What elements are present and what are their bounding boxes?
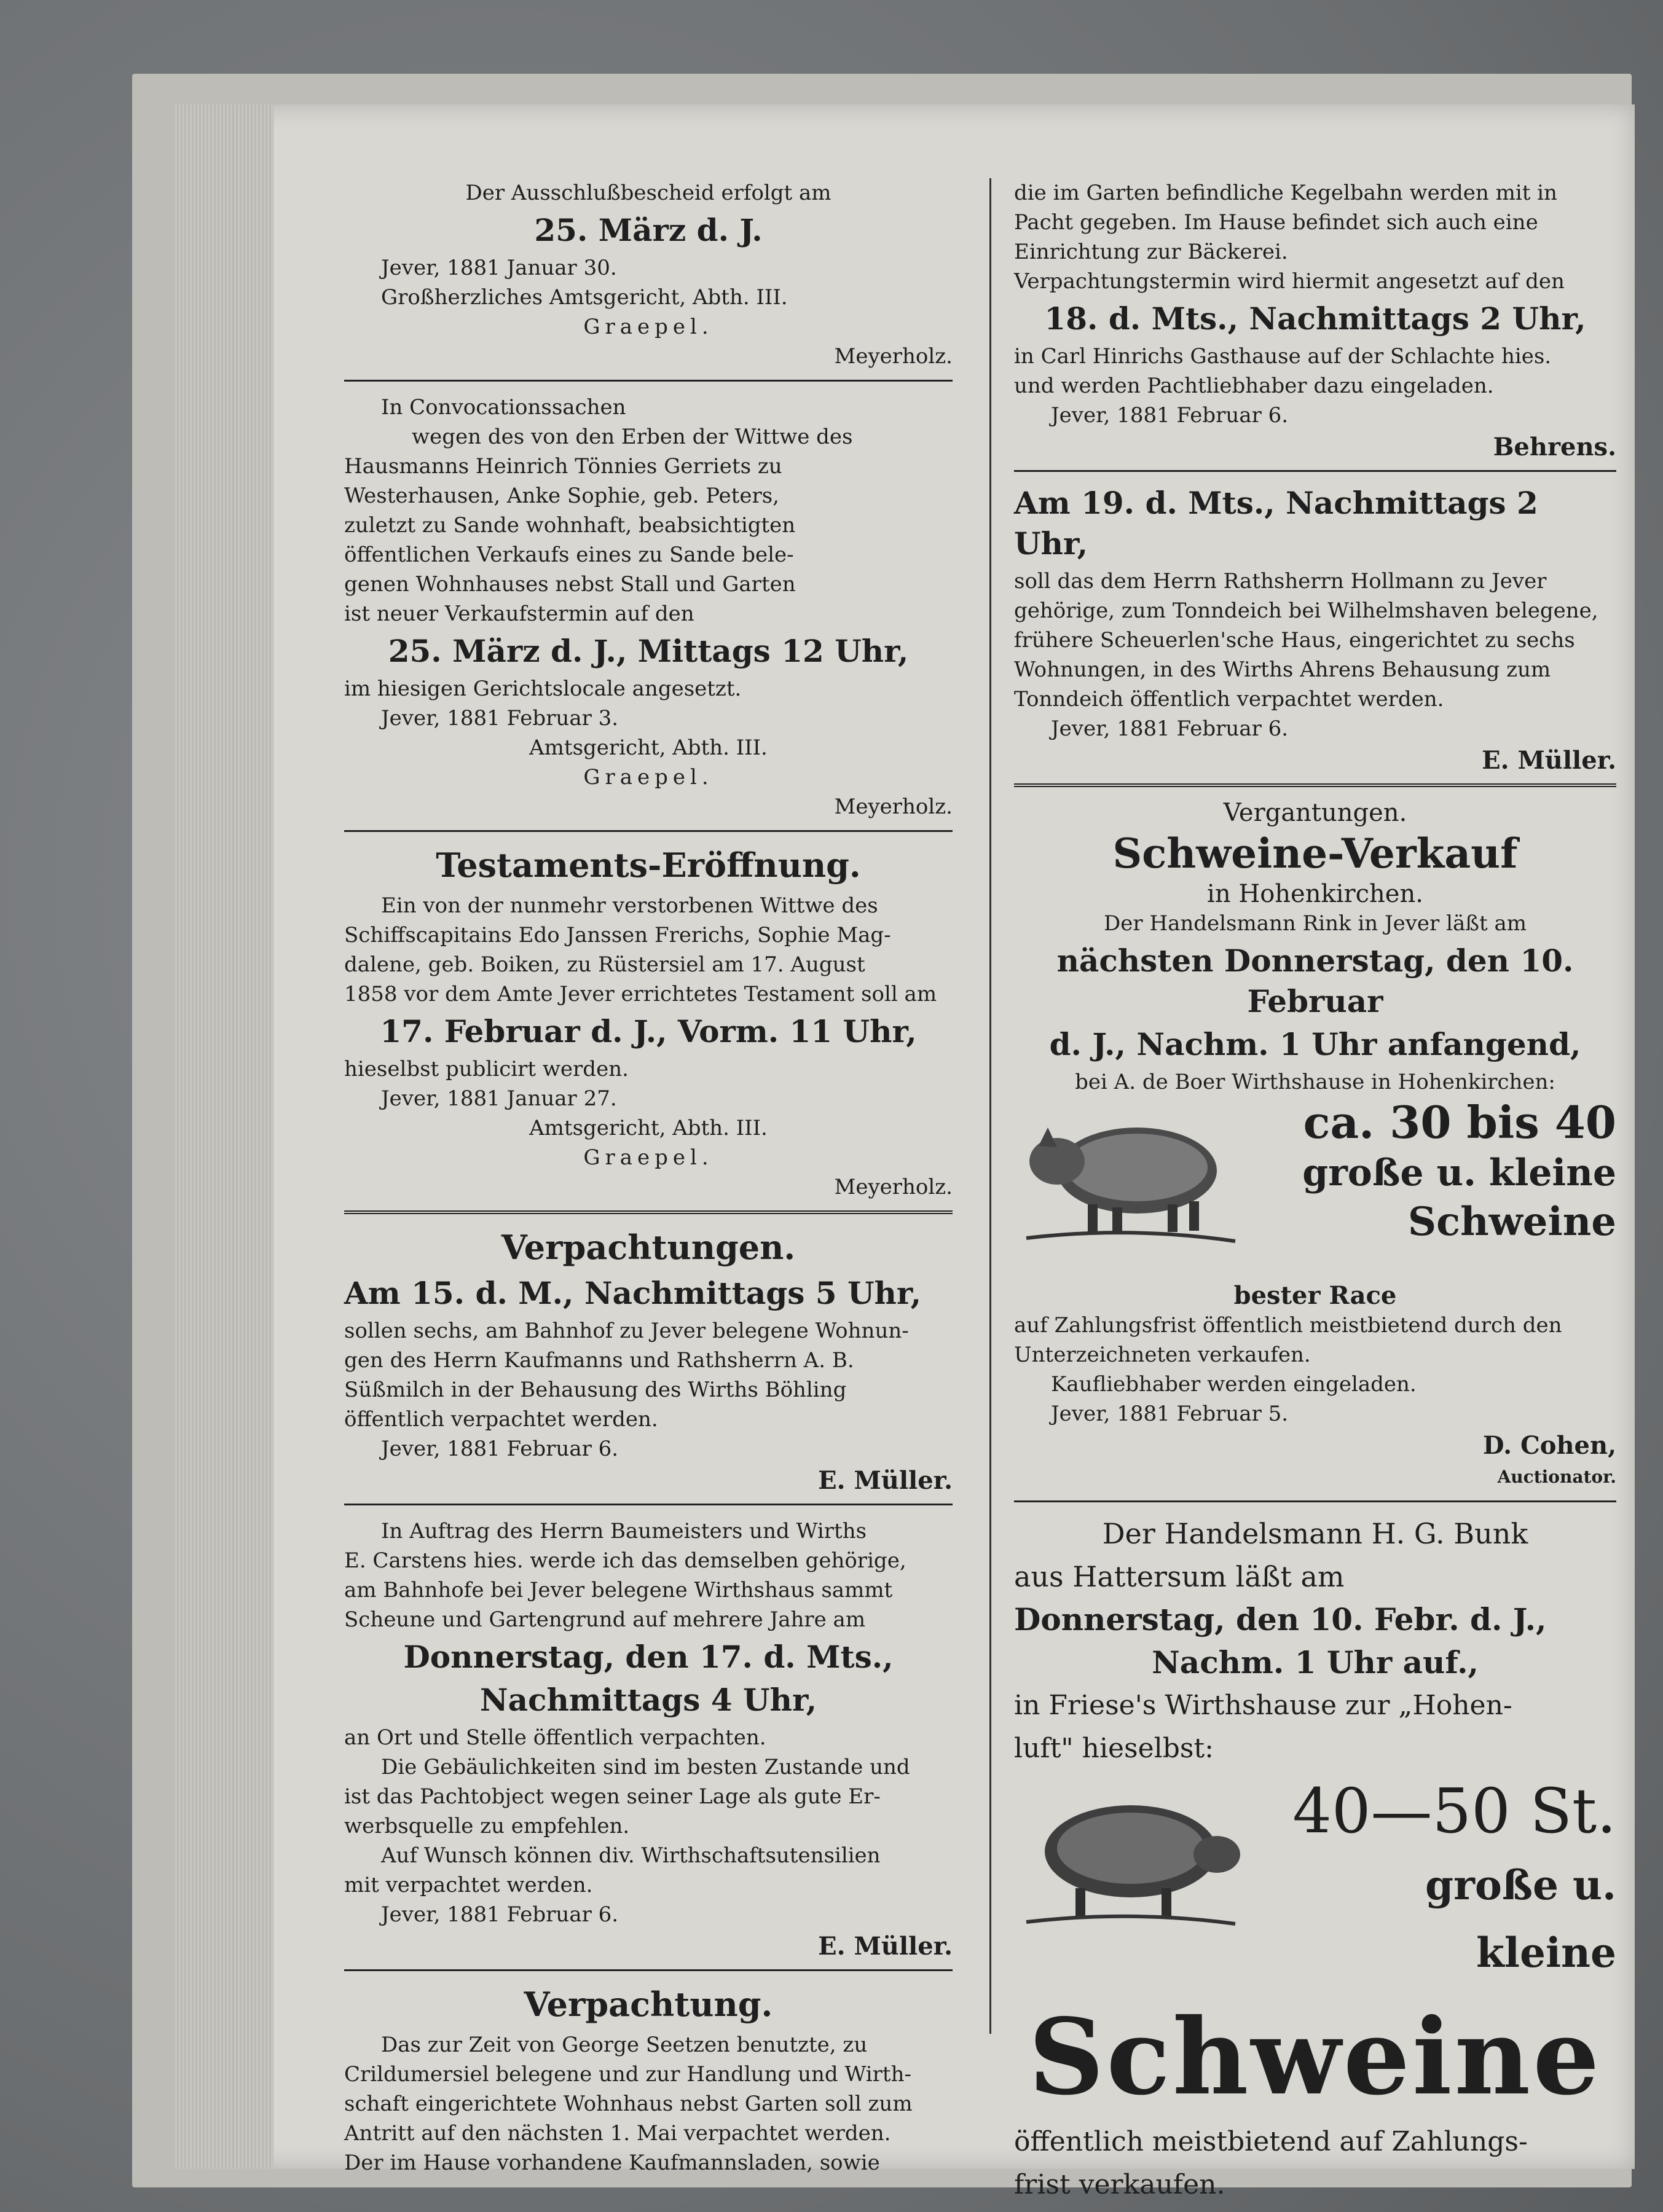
notice-place: Jever, 1881 Februar 6.: [381, 1902, 619, 1927]
notice-time: Nachmittags 4 Uhr,: [479, 1682, 817, 1718]
notice-line: ist neuer Verkaufstermin auf den: [344, 602, 694, 626]
notice-signature: E. Müller.: [818, 1932, 953, 1961]
notice-time: d. J., Nachm. 1 Uhr anfangend,: [1049, 1026, 1581, 1062]
notice-date: nächsten Donnerstag, den 10. Februar: [1056, 943, 1574, 1019]
notice-line: frist verkaufen.: [1014, 2169, 1225, 2200]
notice-schweine-verkauf: [1014, 798, 1616, 1492]
notice-line: an Ort und Stelle öffentlich verpachten.: [344, 1725, 766, 1750]
separator-rule: [344, 1969, 953, 1971]
notice-line: genen Wohnhauses nebst Stall und Garten: [344, 572, 796, 597]
notice-line: Tonndeich öffentlich verpachtet werden.: [1014, 687, 1444, 712]
notice-line: Der im Hause vorhandene Kaufmannsladen, sowie: [344, 2151, 880, 2175]
notice-line: In Convocationssachen: [381, 395, 626, 420]
notice-line: bei A. de Boer Wirthshause in Hohenkirchen:: [1075, 1070, 1555, 1094]
notice-line: frühere Scheuerlen'sche Haus, eingerichtet zu sechs: [1014, 628, 1575, 653]
pig-icon: [1014, 1778, 1248, 1931]
pig-illustration-row: [1014, 1771, 1616, 1993]
section-title: Verpachtungen.: [501, 1228, 796, 1267]
pig-offer-text: [1272, 1097, 1616, 1247]
notice-line: Die Gebäulichkeiten sind im besten Zustande und: [381, 1755, 910, 1779]
notice-ausschluss: [344, 178, 953, 371]
notice-line: Der Handelsmann Rink in Jever läßt am: [1104, 911, 1527, 936]
notice-signature: E. Müller.: [1482, 746, 1616, 775]
notice-line: wegen des von den Erben der Wittwe des: [412, 425, 853, 449]
notice-line: am Bahnhofe bei Jever belegene Wirthshaus sammt: [344, 1578, 893, 1602]
notice-line: gen des Herrn Kaufmanns und Rathsherrn A. B.: [344, 1348, 854, 1373]
notice-line: Antritt auf den nächsten 1. Mai verpachtet werden.: [344, 2121, 891, 2146]
notice-line: dalene, geb. Boiken, zu Rüstersiel am 17. August: [344, 952, 865, 977]
notice-line: schaft eingerichtete Wohnhaus nebst Garten soll zum: [344, 2092, 913, 2116]
notice-line: soll das dem Herrn Rathsherrn Hollmann zu Jever: [1014, 569, 1547, 594]
notice-line: aus Hattersum läßt am: [1014, 1560, 1345, 1593]
pig-animal-headline: Schweine: [1028, 1996, 1602, 2119]
separator-rule: [1014, 783, 1616, 787]
section-title: Vergantungen.: [1223, 799, 1407, 827]
notice-date: 25. März d. J., Mittags 12 Uhr,: [388, 633, 909, 669]
notice-subtitle: in Hohenkirchen.: [1207, 880, 1423, 908]
notice-date: 17. Februar d. J., Vorm. 11 Uhr,: [380, 1013, 917, 1049]
separator-rule: [344, 380, 953, 382]
separator-rule: [344, 1504, 953, 1505]
notice-line: Der Ausschlußbescheid erfolgt am: [465, 181, 831, 205]
notice-line: öffentlich verpachtet werden.: [344, 1407, 658, 1432]
notice-line: auf Zahlungsfrist öffentlich meistbietend durch den: [1014, 1313, 1562, 1338]
notice-signature: D. Cohen,: [1482, 1431, 1616, 1460]
notice-title: Verpachtung.: [524, 1985, 773, 2024]
notice-line: Pacht gegeben. Im Hause befindet sich auch eine: [1014, 210, 1538, 235]
notice-judge: Graepel.: [583, 1145, 714, 1170]
notice-place: Jever, 1881 Januar 27.: [381, 1086, 617, 1111]
notice-line: Auf Wunsch können div. Wirthschaftsutensilien: [381, 1843, 881, 1868]
notice-place: Jever, 1881 Februar 6.: [1051, 716, 1289, 741]
notice-date: 25. März d. J.: [534, 212, 763, 248]
pig-race: bester Race: [1233, 1281, 1397, 1310]
notice-line: In Auftrag des Herrn Baumeisters und Wirths: [381, 1519, 867, 1543]
pig-count: ca. 30 bis 40: [1303, 1096, 1616, 1148]
notice-line: Ein von der nunmehr verstorbenen Wittwe des: [381, 893, 878, 918]
notice-line: sollen sechs, am Bahnhof zu Jever belegene Wohnun-: [344, 1319, 909, 1343]
pig-count: 40—50 St.: [1292, 1775, 1616, 1847]
right-column: [1014, 178, 1616, 2208]
separator-rule: [1014, 470, 1616, 472]
notice-line: mit verpachtet werden.: [344, 1873, 593, 1897]
notice-clerk: Meyerholz.: [834, 1175, 953, 1199]
notice-line: Verpachtungstermin wird hiermit angesetzt auf den: [1014, 269, 1565, 294]
notice-line: öffentlichen Verkaufs eines zu Sande bele-: [344, 543, 794, 567]
notice-wirthshaus: [344, 1516, 953, 1961]
pig-icon: [1014, 1103, 1248, 1250]
notice-kegelbahn: [1014, 178, 1616, 461]
notice-time: Nachm. 1 Uhr auf.,: [1152, 1644, 1479, 1681]
notice-line: Einrichtung zur Bäckerei.: [1014, 240, 1288, 264]
notice-line: in Friese's Wirthshause zur „Hohen-: [1014, 1690, 1512, 1721]
notice-court: Amtsgericht, Abth. III.: [529, 1116, 768, 1140]
separator-rule: [1014, 1500, 1616, 1502]
page-gutter: [175, 104, 273, 2169]
notice-court: Amtsgericht, Abth. III.: [529, 735, 768, 760]
notice-place: Jever, 1881 Februar 3.: [381, 706, 619, 731]
notice-line: zuletzt zu Sande wohnhaft, beabsichtigten: [344, 513, 796, 538]
notice-testament: [344, 843, 953, 1202]
pig-kind: große u. kleine: [1302, 1151, 1616, 1194]
notice-date: Am 15. d. M., Nachmittags 5 Uhr,: [344, 1275, 922, 1311]
notice-line: E. Carstens hies. werde ich das demselben gehörige,: [344, 1548, 906, 1573]
notice-tonndeich: [1014, 483, 1616, 775]
notice-date: Donnerstag, den 17. d. Mts.,: [403, 1639, 894, 1675]
notice-court: Großherzliches Amtsgericht, Abth. III.: [381, 285, 788, 310]
notice-verpachtung: [344, 1982, 953, 2178]
notice-date: 18. d. Mts., Nachmittags 2 Uhr,: [1044, 300, 1586, 337]
notice-line: Scheune und Gartengrund auf mehrere Jahre am: [344, 1607, 866, 1632]
pig-kind: große u. kleine: [1425, 1861, 1616, 1977]
notice-line: Crildumersiel belegene und zur Handlung und Wirth-: [344, 2062, 911, 2087]
notice-line: öffentlich meistbietend auf Zahlungs-: [1014, 2126, 1528, 2157]
separator-rule: [344, 1210, 953, 1214]
separator-rule: [344, 830, 953, 832]
notice-clerk: Meyerholz.: [834, 794, 953, 819]
notice-date: Am 19. d. Mts., Nachmittags 2 Uhr,: [1014, 485, 1538, 562]
notice-line: hieselbst publicirt werden.: [344, 1057, 629, 1081]
notice-convocation: [344, 393, 953, 822]
notice-line: Das zur Zeit von George Seetzen benutzte, zu: [381, 2033, 868, 2057]
notice-place: Jever, 1881 Januar 30.: [381, 256, 617, 280]
notice-line: Hausmanns Heinrich Tönnies Gerriets zu: [344, 454, 782, 479]
notice-line: gehörige, zum Tonndeich bei Wilhelmshaven belegene,: [1014, 598, 1598, 623]
notice-date: Donnerstag, den 10. Febr. d. J.,: [1014, 1601, 1547, 1637]
left-column: [344, 178, 953, 2178]
notice-bunk-schweine: [1014, 1513, 1616, 2205]
notice-line: Unterzeichneten verkaufen.: [1014, 1343, 1311, 1367]
column-divider: [989, 178, 991, 2034]
notice-line: Wohnungen, in des Wirths Ahrens Behausung zum: [1014, 657, 1551, 682]
notice-role: Auctionator.: [1497, 1467, 1616, 1487]
notice-title: Schweine-Verkauf: [1112, 830, 1518, 877]
notice-clerk: Meyerholz.: [834, 344, 953, 369]
notice-signature: E. Müller.: [818, 1466, 953, 1495]
pig-offer-text: [1272, 1771, 1616, 1986]
notice-verpachtungen: [344, 1225, 953, 1495]
notice-line: in Carl Hinrichs Gasthause auf der Schlachte hies.: [1014, 344, 1552, 369]
notice-judge: Graepel.: [583, 765, 714, 790]
notice-signature: Behrens.: [1493, 433, 1616, 461]
notice-line: Süßmilch in der Behausung des Wirths Böhling: [344, 1378, 847, 1402]
notice-place: Jever, 1881 Februar 6.: [381, 1437, 619, 1461]
notice-line: Kaufliebhaber werden eingeladen.: [1051, 1372, 1417, 1397]
notice-line: im hiesigen Gerichtslocale angesetzt.: [344, 677, 742, 701]
pig-illustration-row: [1014, 1097, 1616, 1281]
notice-place: Jever, 1881 Februar 5.: [1051, 1402, 1289, 1426]
notice-line: Der Handelsmann H. G. Bunk: [1102, 1517, 1528, 1550]
notice-line: und werden Pachtliebhaber dazu eingeladen.: [1014, 374, 1494, 398]
notice-line: die im Garten befindliche Kegelbahn werden mit in: [1014, 181, 1557, 205]
notice-place: Jever, 1881 Februar 6.: [1051, 403, 1289, 428]
notice-line: 1858 vor dem Amte Jever errichtetes Testament soll am: [344, 982, 937, 1006]
notice-line: ist das Pachtobject wegen seiner Lage als gute Er-: [344, 1784, 881, 1809]
notice-line: Schiffscapitains Edo Janssen Frerichs, Sophie Mag-: [344, 923, 891, 947]
notice-line: Westerhausen, Anke Sophie, geb. Peters,: [344, 484, 779, 508]
notice-title: Testaments-Eröffnung.: [436, 845, 861, 885]
notice-judge: Graepel.: [583, 315, 714, 339]
notice-line: luft" hieselbst:: [1014, 1733, 1214, 1764]
notice-line: werbsquelle zu empfehlen.: [344, 1814, 630, 1838]
pig-animal: Schweine: [1407, 1199, 1616, 1245]
